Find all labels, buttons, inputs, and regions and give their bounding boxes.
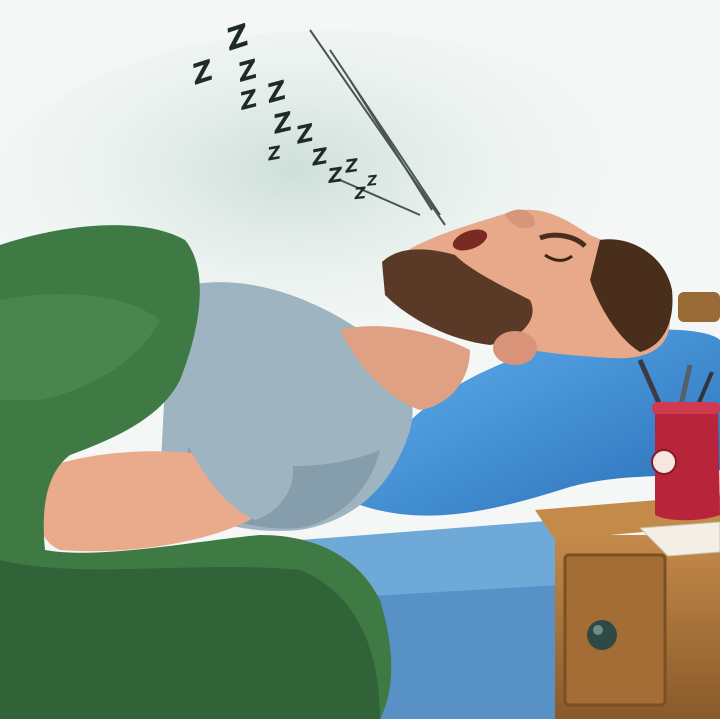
snore-z-letter: Z (311, 142, 328, 172)
snore-z-letter: Z (191, 52, 214, 93)
drawer-knob (587, 620, 617, 650)
jar-clock-face (652, 450, 676, 474)
snore-z-letter: Z (344, 155, 359, 179)
drawer-knob-highlight (593, 625, 603, 635)
blanket-fold (0, 560, 380, 719)
snore-z-letter: Z (266, 75, 287, 111)
ear (493, 331, 537, 365)
snore-z-letter: Z (239, 82, 258, 117)
snore-z-letter: Z (225, 17, 250, 60)
snore-z-letter: Z (273, 106, 292, 142)
snore-z-letter: Z (366, 172, 378, 191)
headboard (678, 292, 720, 322)
jar-rim (652, 402, 720, 414)
snore-z-letter: Z (237, 54, 258, 90)
snore-z-letter: Z (296, 117, 314, 151)
snore-z-letter: Z (353, 183, 367, 204)
snore-z-letter: Z (327, 162, 344, 189)
snore-z-letter: Z (267, 142, 281, 166)
